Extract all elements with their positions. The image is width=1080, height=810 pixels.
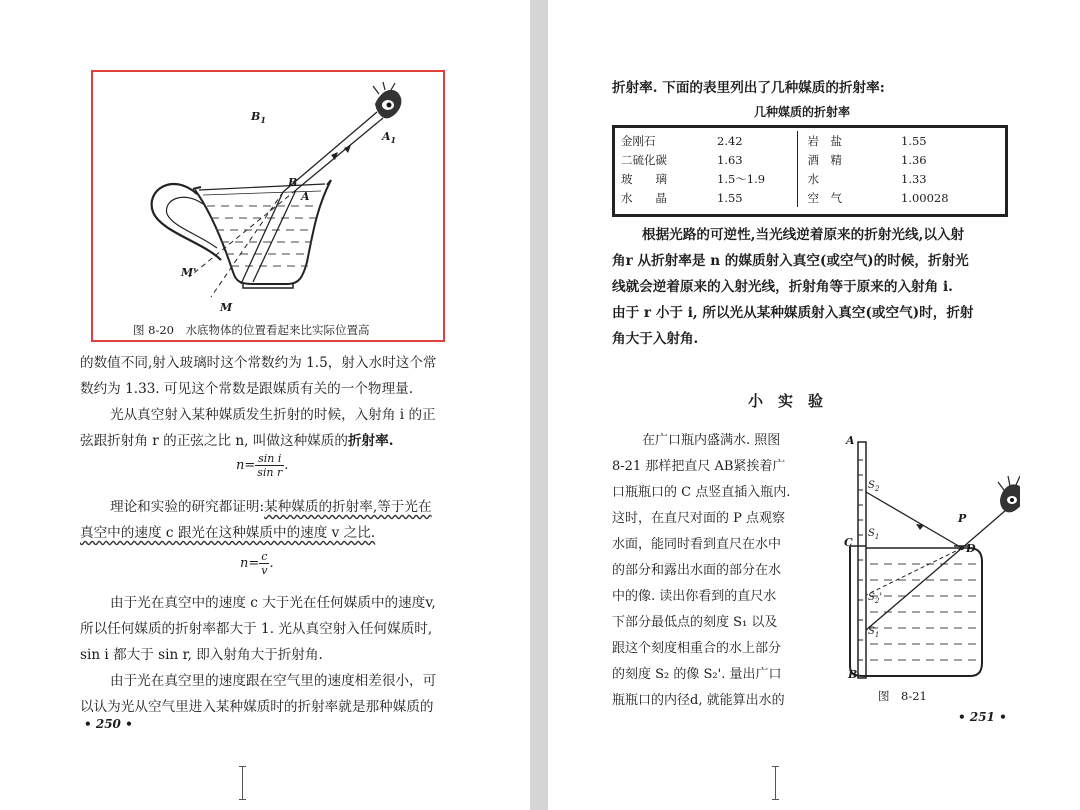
table-cell: 1.55 [717, 190, 743, 205]
text-line: 水面，能同时看到直尺在水中 [612, 537, 782, 552]
text-line: 以认为光从空气里进入某种媒质时的折射率就是那种媒质的 [80, 699, 434, 715]
text-cursor-marker [242, 766, 243, 800]
text-line: 的刻度 S₂ 的像 S₂'. 量出广口 [612, 667, 782, 682]
table-cell: 水 晶 [621, 190, 667, 205]
table-cell: 1.55 [901, 133, 927, 148]
figure-8-20-caption: 图 8-20 水底物体的位置看起来比实际位置高 [133, 323, 370, 337]
text-line: 在广口瓶内盛满水. 照图 [642, 433, 781, 448]
table-cell: 1.00028 [901, 190, 949, 205]
refractive-index-table [612, 125, 1008, 217]
table-row [621, 188, 999, 207]
label-S1-lower: $S_1$ [868, 626, 880, 639]
text-line: 下部分最低点的刻度 S₁ 以及 [612, 615, 778, 630]
page-number: • 251 • [958, 710, 1007, 724]
label-D: D [966, 542, 976, 555]
label-C: C [844, 536, 853, 549]
table-cell: 1.5～1.9 [717, 171, 766, 186]
page-number: • 250 • [84, 717, 133, 731]
table-cell: 空 气 [797, 188, 901, 207]
table-row [621, 150, 999, 169]
table-cell: 2.42 [717, 133, 743, 148]
table-cell: 1.63 [717, 152, 743, 167]
text-line: 光从真空射入某种媒质发生折射的时候，入射角 i 的正 [110, 407, 436, 423]
formula-snell: n= $\frac{\text{sin i}}{\text{sin r}}$ . [236, 452, 289, 479]
eye-icon [998, 476, 1020, 512]
figure-8-21-caption: 图 8-21 [878, 689, 927, 703]
text-line: 角大于入射角. [612, 331, 699, 347]
text-line: 由于 r 小于 i, 所以光从某种媒质射入真空(或空气)时，折射 [612, 305, 974, 321]
term-refractive-index: 折射率. [347, 433, 394, 449]
text-line: 8-21 那样把直尺 AB紧挨着广 [612, 459, 786, 474]
label-B: B [848, 668, 858, 681]
text-line: sin i 都大于 sin r, 即入射角大于折射角. [80, 647, 323, 663]
text-line: 中的像. 读出你看到的直尺水 [612, 589, 777, 604]
table-cell: 金刚石 [621, 133, 656, 148]
intro-line: 折射率. 下面的表里列出了几种媒质的折射率: [612, 80, 885, 96]
table-cell: 二硫化碳 [621, 152, 667, 167]
eye-icon [373, 82, 401, 118]
text-line: 所以任何媒质的折射率都大于 1. 光从真空射入任何媒质时, [80, 621, 433, 637]
text-line: 弦跟折射角 r 的正弦之比 n, 叫做这种媒质的折射率. [80, 433, 394, 449]
left-page [0, 0, 530, 810]
cup-refraction-figure [93, 72, 443, 340]
table-row [621, 131, 999, 150]
text-line: 真空中的速度 c 跟光在这种媒质中的速度 v 之比. [80, 525, 376, 541]
table-row [621, 169, 999, 188]
table-cell: 1.33 [901, 171, 927, 186]
text-line: 数约为 1.33. 可见这个常数是跟媒质有关的一个物理量. [80, 381, 414, 397]
table-cell: 1.36 [901, 152, 927, 167]
table-title: 几种媒质的折射率 [754, 105, 851, 119]
text-line: 的数值不同,射入玻璃时这个常数约为 1.5，射入水时这个常 [80, 355, 437, 371]
text-line: 由于光在真空里的速度跟在空气里的速度相差很小，可 [110, 673, 437, 689]
text-line: 线就会逆着原来的入射光线，折射角等于原来的入射角 i. [612, 279, 953, 295]
text-line: 由于光在真空中的速度 c 大于光在任何媒质中的速度v, [110, 595, 436, 611]
formula-speed-ratio: n= $\frac{c}{v}$ . [240, 550, 274, 577]
text-line: 理论和实验的研究都证明:某种媒质的折射率,等于光在 [110, 499, 432, 515]
table-cell: 水 [797, 169, 901, 188]
label-M-prime: M' [181, 266, 197, 279]
table-cell: 岩 盐 [797, 131, 901, 150]
figure-8-20-highlight[interactable] [91, 70, 445, 342]
label-M: M [220, 301, 233, 314]
table-cell: 酒 精 [797, 150, 901, 169]
text-line: 根据光路的可逆性,当光线逆着原来的折射光线,以入射 [642, 227, 965, 243]
table-cell: 玻 璃 [621, 171, 667, 186]
text-line: 口瓶瓶口的 C 点竖直插入瓶内. [612, 485, 791, 500]
right-page [548, 0, 1080, 810]
text-cursor-marker [775, 766, 776, 800]
text-line: 的部分和露出水面的部分在水 [612, 563, 782, 578]
text-line: 角r 从折射率是 n 的媒质射入真空(或空气)的时候，折射光 [612, 253, 969, 269]
label-P: P [958, 512, 967, 525]
label-A: A [846, 434, 855, 447]
label-S1: $S_1$ [868, 528, 880, 541]
label-S2: $S_2$ [868, 480, 880, 493]
bottle-ruler-figure [830, 430, 1020, 690]
label-A1: $A_1$ [382, 130, 397, 146]
text-line: 这时，在直尺对面的 P 点观察 [612, 511, 786, 526]
label-B: B [288, 176, 298, 189]
section-title: 小 实 验 [748, 392, 824, 410]
label-B1: $B_1$ [251, 110, 266, 126]
label-S2-prime: $S_2'$ [868, 592, 883, 605]
text-line: 瓶瓶口的内径d, 就能算出水的 [612, 693, 785, 708]
text-line: 跟这个刻度相重合的水上部分 [612, 641, 782, 656]
label-A: A [301, 190, 310, 203]
